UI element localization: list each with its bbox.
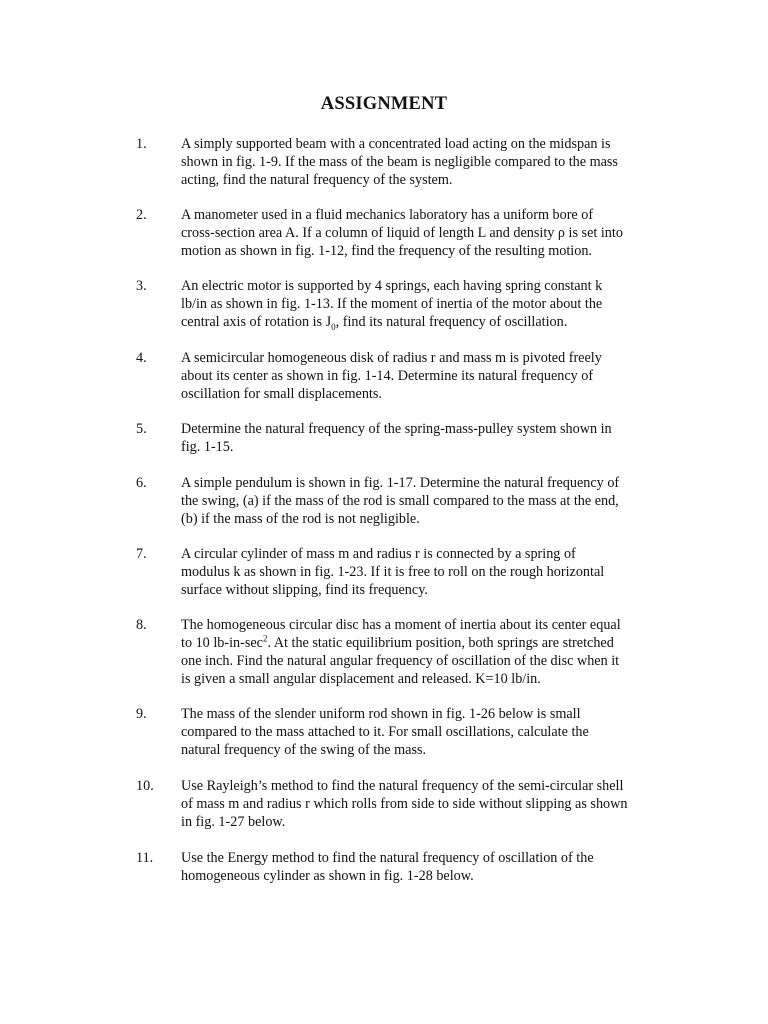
item-line: Determine the natural frequency of the spring-mass-pulley system shown in — [181, 421, 612, 437]
item-number: 2. — [136, 207, 147, 223]
item-text — [181, 474, 661, 528]
item-number: 5. — [136, 421, 147, 437]
item-line: A circular cylinder of mass m and radius r is connected by a spring of — [181, 546, 576, 562]
item-line — [181, 313, 661, 331]
item-line-part: to 10 lb-in-sec — [181, 635, 263, 651]
item-line: acting, find the natural frequency of the system. — [181, 172, 453, 188]
item-line: fig. 1-15. — [181, 439, 234, 455]
superscript: 2 — [262, 633, 268, 644]
item-text — [181, 420, 661, 456]
item-text — [181, 349, 661, 403]
item-line-part: , find its natural frequency of oscillation. — [335, 314, 568, 330]
item-line: Use Rayleigh’s method to find the natural frequency of the semi-circular shell — [181, 778, 624, 794]
item-line-part: central axis of rotation is J — [181, 314, 332, 330]
item-line: about its center as shown in fig. 1-14. Determine its natural frequency of — [181, 368, 594, 384]
item-text — [181, 705, 661, 759]
item-line: motion as shown in fig. 1-12, find the frequency of the resulting motion. — [181, 243, 592, 259]
item-text — [181, 206, 661, 260]
item-number: 7. — [136, 546, 147, 562]
item-line: oscillation for small displacements. — [181, 386, 382, 402]
item-line: the swing, (a) if the mass of the rod is small compared to the mass at the end, — [181, 493, 619, 509]
item-line: cross-section area A. If a column of liquid of length L and density ρ is set into — [181, 225, 623, 241]
item-line: homogeneous cylinder as shown in fig. 1-28 below. — [181, 868, 474, 884]
item-text — [181, 277, 661, 331]
item-text — [181, 135, 661, 189]
item-line: A semicircular homogeneous disk of radius r and mass m is pivoted freely — [181, 350, 602, 366]
subscript: 0 — [331, 321, 336, 332]
item-number: 9. — [136, 706, 147, 722]
item-text — [181, 545, 661, 599]
item-line: A simple pendulum is shown in fig. 1-17. Determine the natural frequency of — [181, 475, 620, 491]
item-line: in fig. 1-27 below. — [181, 814, 286, 830]
item-number: 10. — [136, 778, 154, 794]
item-line: is given a small angular displacement and released. K=10 lb/in. — [181, 671, 541, 687]
item-line: Use the Energy method to find the natural frequency of oscillation of the — [181, 850, 594, 866]
item-line: shown in fig. 1-9. If the mass of the beam is negligible compared to the mass — [181, 154, 618, 170]
item-text — [181, 849, 661, 885]
item-number: 3. — [136, 278, 147, 294]
item-line: one inch. Find the natural angular frequency of oscillation of the disc when it — [181, 653, 620, 669]
item-line: An electric motor is supported by 4 springs, each having spring constant k — [181, 278, 603, 294]
item-line: A simply supported beam with a concentrated load acting on the midspan is — [181, 136, 611, 152]
item-number: 8. — [136, 617, 147, 633]
item-line: The homogeneous circular disc has a moment of inertia about its center equal — [181, 617, 621, 633]
item-number: 4. — [136, 350, 147, 366]
item-line: surface without slipping, find its frequency. — [181, 582, 428, 598]
item-line-part: . At the static equilibrium position, both springs are stretched — [267, 635, 614, 651]
item-line: lb/in as shown in fig. 1-13. If the moment of inertia of the motor about the — [181, 296, 603, 312]
item-line: The mass of the slender uniform rod shown in fig. 1-26 below is small — [181, 706, 581, 722]
item-text — [181, 616, 661, 688]
item-text — [181, 777, 661, 831]
item-line: modulus k as shown in fig. 1-23. If it is free to roll on the rough horizontal — [181, 564, 605, 580]
item-line: compared to the mass attached to it. For small oscillations, calculate the — [181, 724, 589, 740]
item-line — [181, 634, 661, 652]
item-line: of mass m and radius r which rolls from side to side without slipping as shown — [181, 796, 628, 812]
item-number: 11. — [136, 850, 154, 866]
item-line: natural frequency of the swing of the mass. — [181, 742, 427, 758]
document-title: ASSIGNMENT — [320, 94, 448, 114]
item-line: A manometer used in a fluid mechanics laboratory has a uniform bore of — [181, 207, 594, 223]
item-number: 6. — [136, 475, 147, 491]
item-number: 1. — [136, 136, 147, 152]
item-line: (b) if the mass of the rod is not negligible. — [181, 511, 420, 527]
